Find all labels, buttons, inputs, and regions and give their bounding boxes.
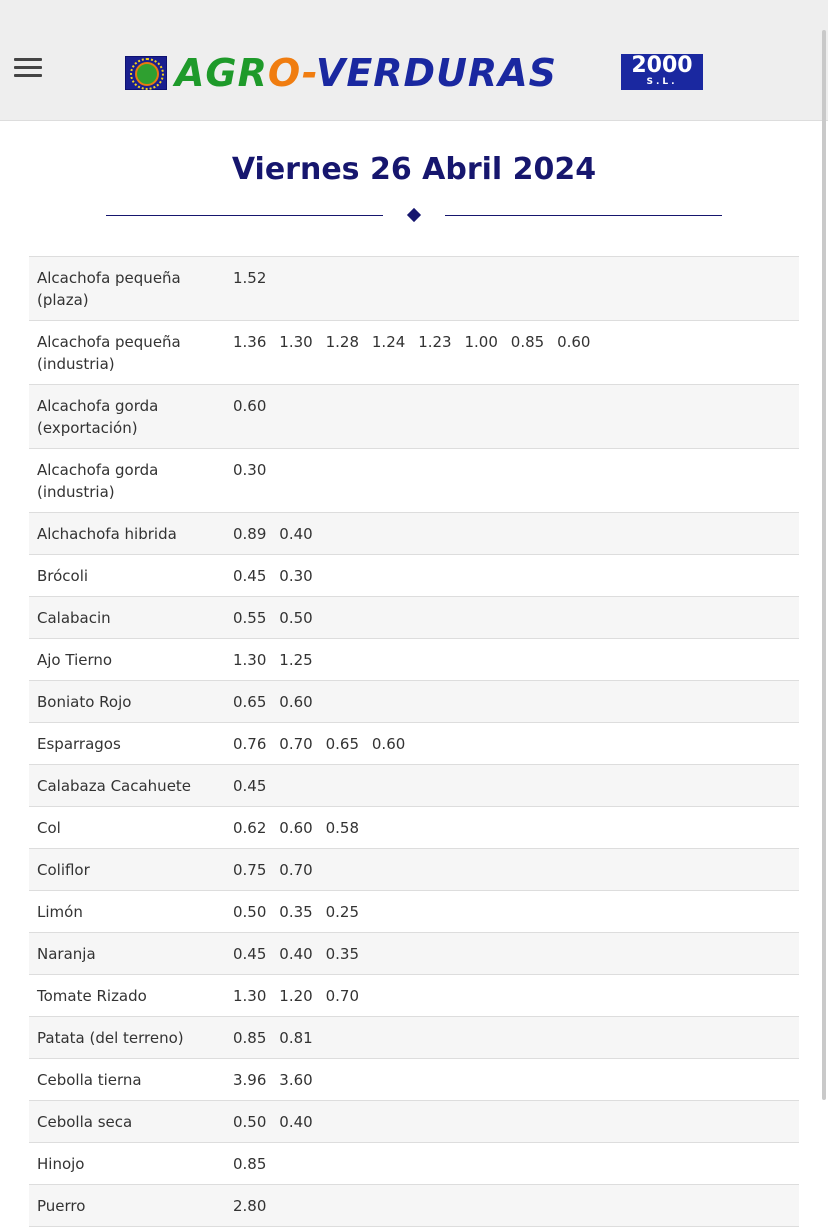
- logo-suffix: S.L.: [646, 77, 678, 87]
- menu-line: [14, 66, 42, 69]
- price-value: 0.76: [233, 735, 267, 753]
- price-value: 0.85: [233, 1029, 267, 1047]
- price-value: 0.50: [233, 1113, 267, 1131]
- price-list: [233, 523, 326, 545]
- price-value: 1.30: [279, 333, 313, 351]
- product-name: Cebolla tierna: [37, 1071, 142, 1089]
- logo-text-dash: -: [301, 51, 316, 95]
- price-value: 3.60: [279, 1071, 313, 1089]
- price-value: 0.40: [279, 945, 313, 963]
- table-row: [29, 933, 799, 975]
- table-row: [29, 1101, 799, 1143]
- table-row: [29, 639, 799, 681]
- table-row: [29, 385, 799, 449]
- price-list: [233, 817, 372, 839]
- price-value: 0.60: [557, 333, 591, 351]
- product-name: Cebolla seca: [37, 1113, 133, 1131]
- product-name: Calabaza Cacahuete: [37, 777, 192, 795]
- page-title: Viernes 26 Abril 2024: [231, 152, 597, 187]
- price-list: [233, 775, 279, 797]
- table-row: [29, 597, 799, 639]
- hamburger-menu-icon[interactable]: [14, 58, 42, 78]
- top-bar: [0, 0, 828, 121]
- price-value: 1.00: [464, 333, 498, 351]
- menu-line: [14, 74, 42, 77]
- price-list: [233, 565, 326, 587]
- table-row: [29, 513, 799, 555]
- table-row: [29, 1059, 799, 1101]
- price-value: 0.75: [233, 861, 267, 879]
- price-list: [233, 985, 372, 1007]
- price-list: [233, 459, 279, 481]
- price-list: [233, 267, 279, 289]
- price-list: [233, 901, 372, 923]
- price-value: 0.40: [279, 1113, 313, 1131]
- table-row: [29, 1185, 799, 1227]
- price-value: 1.36: [233, 333, 267, 351]
- price-value: 0.45: [233, 567, 267, 585]
- price-value: 0.35: [279, 903, 313, 921]
- product-name: Calabacin: [37, 609, 111, 627]
- price-value: 0.85: [233, 1155, 267, 1173]
- price-list: [233, 1069, 326, 1091]
- diamond-icon: [407, 208, 421, 222]
- price-value: 0.30: [233, 461, 267, 479]
- price-value: 0.81: [279, 1029, 313, 1047]
- product-name: Alcachofa gorda (exportación): [37, 397, 159, 437]
- price-list: [233, 1195, 279, 1217]
- title-divider-left: [106, 215, 383, 216]
- price-value: 0.35: [325, 945, 359, 963]
- price-value: 1.24: [371, 333, 406, 351]
- price-value: 1.20: [279, 987, 313, 1005]
- price-value: 0.45: [233, 777, 267, 795]
- table-row: [29, 449, 799, 513]
- table-row: [29, 807, 799, 849]
- product-name: Esparragos: [37, 735, 121, 753]
- logo-text-agr: AGR: [175, 51, 268, 95]
- price-value: 0.60: [279, 693, 313, 711]
- price-list: [233, 943, 372, 965]
- product-name: Alcachofa gorda (industria): [37, 461, 159, 501]
- price-value: 0.89: [233, 525, 267, 543]
- price-value: 0.70: [325, 987, 359, 1005]
- table-row: [29, 555, 799, 597]
- logo-year-badge: [621, 54, 703, 90]
- product-name: Patata (del terreno): [37, 1029, 184, 1047]
- price-value: 0.62: [233, 819, 267, 837]
- scrollbar[interactable]: [822, 30, 826, 1100]
- price-list: [233, 395, 279, 417]
- price-value: 0.45: [233, 945, 267, 963]
- price-list: [233, 649, 326, 671]
- logo-year: 2000: [631, 53, 693, 78]
- price-value: 0.58: [325, 819, 359, 837]
- price-list: [233, 733, 418, 755]
- price-value: 0.50: [279, 609, 313, 627]
- price-value: 0.55: [233, 609, 267, 627]
- table-row: [29, 321, 799, 385]
- price-value: 0.85: [510, 333, 545, 351]
- table-row: [29, 849, 799, 891]
- product-name: Alcachofa pequeña (industria): [37, 333, 181, 373]
- product-name: Tomate Rizado: [37, 987, 147, 1005]
- price-value: 2.80: [233, 1197, 267, 1215]
- logo-wordmark: [175, 52, 557, 94]
- table-row: [29, 1017, 799, 1059]
- product-name: Alcachofa pequeña (plaza): [37, 269, 181, 309]
- price-value: 0.40: [279, 525, 313, 543]
- product-name: Col: [37, 819, 61, 837]
- price-value: 1.30: [233, 987, 267, 1005]
- product-name: Hinojo: [37, 1155, 85, 1173]
- price-list: [233, 1153, 279, 1175]
- price-value: 0.30: [279, 567, 313, 585]
- price-value: 0.60: [279, 819, 313, 837]
- price-list: [233, 607, 326, 629]
- price-value: 0.60: [233, 397, 267, 415]
- price-value: 0.70: [279, 735, 313, 753]
- table-row: [29, 257, 799, 321]
- price-list: [233, 859, 326, 881]
- price-value: 0.70: [279, 861, 313, 879]
- price-value: 0.25: [325, 903, 359, 921]
- product-name: Puerro: [37, 1197, 86, 1215]
- price-list: [233, 691, 326, 713]
- price-value: 0.65: [325, 735, 359, 753]
- product-name: Boniato Rojo: [37, 693, 132, 711]
- product-name: Alchachofa hibrida: [37, 525, 177, 543]
- table-row: [29, 1143, 799, 1185]
- logo-emblem-icon: [125, 56, 167, 90]
- product-name: Ajo Tierno: [37, 651, 113, 669]
- logo-text-verduras: VERDURAS: [315, 51, 557, 95]
- logo-globe: [135, 62, 159, 86]
- price-value: 1.28: [325, 333, 359, 351]
- table-row: [29, 723, 799, 765]
- product-name: Limón: [37, 903, 83, 921]
- product-name: Brócoli: [37, 567, 89, 585]
- table-row: [29, 765, 799, 807]
- table-row: [29, 975, 799, 1017]
- price-value: 3.96: [233, 1071, 267, 1089]
- price-value: 1.25: [279, 651, 313, 669]
- price-value: 0.50: [233, 903, 267, 921]
- price-value: 1.52: [233, 269, 267, 287]
- product-name: Coliflor: [37, 861, 90, 879]
- price-list: [233, 1027, 326, 1049]
- price-value: 0.65: [233, 693, 267, 711]
- price-list: [233, 331, 603, 353]
- title-divider-right: [445, 215, 722, 216]
- site-logo[interactable]: [125, 52, 705, 94]
- price-value: 1.23: [418, 333, 452, 351]
- table-row: [29, 891, 799, 933]
- logo-text-o: O: [267, 51, 302, 95]
- table-row: [29, 681, 799, 723]
- product-name: Naranja: [37, 945, 96, 963]
- menu-line: [14, 58, 42, 61]
- price-table: [29, 256, 799, 1227]
- price-value: 0.60: [371, 735, 406, 753]
- price-list: [233, 1111, 326, 1133]
- price-value: 1.30: [233, 651, 267, 669]
